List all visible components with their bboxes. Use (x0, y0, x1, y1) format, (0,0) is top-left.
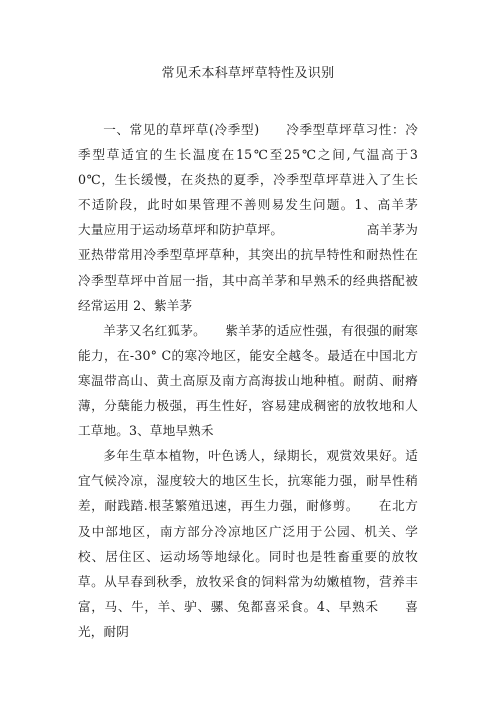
paragraph-2: 羊茅又名红狐茅。 紫羊茅的适应性强，有很强的耐寒能力，在-30° C的寒冷地区，能安全越冬。最适在中国北方寒温带高山、黄土高原及南方高海拔山地种植。耐荫、耐瘠薄，分蘖能力极强，再生性好，容易建成稠密的放牧地和人工草地。3、草地早熟禾 (78, 322, 418, 439)
paragraph-3: 多年生草本植物，叶色诱人，绿期长，观赏效果好。适宜气候冷凉，湿度较大的地区生长，抗寒能力强，耐旱性稍差，耐践踏.根茎繁殖迅速，再生力强，耐修剪。 在北方及中部地区，南方部分冷凉地区广泛用于公园、机关、学校、居住区、运动场等地绿化。同时也是牲畜重要的放牧草。从早春到秋季，放牧采食的饲料常为幼嫩植物，营养丰富，马、牛，羊、驴、骡、兔都喜采食。4、早熟禾 喜光，耐阴 (78, 448, 418, 639)
document-body (78, 117, 444, 644)
document-title: 常见禾本科草坪草特性及识别 (161, 66, 335, 81)
paragraph-1: 一、常见的草坪草(冷季型) 冷季型草坪草习性：冷季型草适宜的生长温度在15℃至25℃之间,气温高于3 0℃，生长缓慢，在炎热的夏季，冷季型草坪草进入了生长不适阶段，此时如果管理不善则易发生问题。1、高羊茅 大量应用于运动场草坪和防护草坪。 高羊茅为亚热带常用冷季型草坪草种，其突出的抗旱特性和耐热性在冷季型草坪中首屈一指，其中高羊茅和早熟禾的经典搭配被经常运用 2、紫羊茅 (78, 122, 444, 313)
